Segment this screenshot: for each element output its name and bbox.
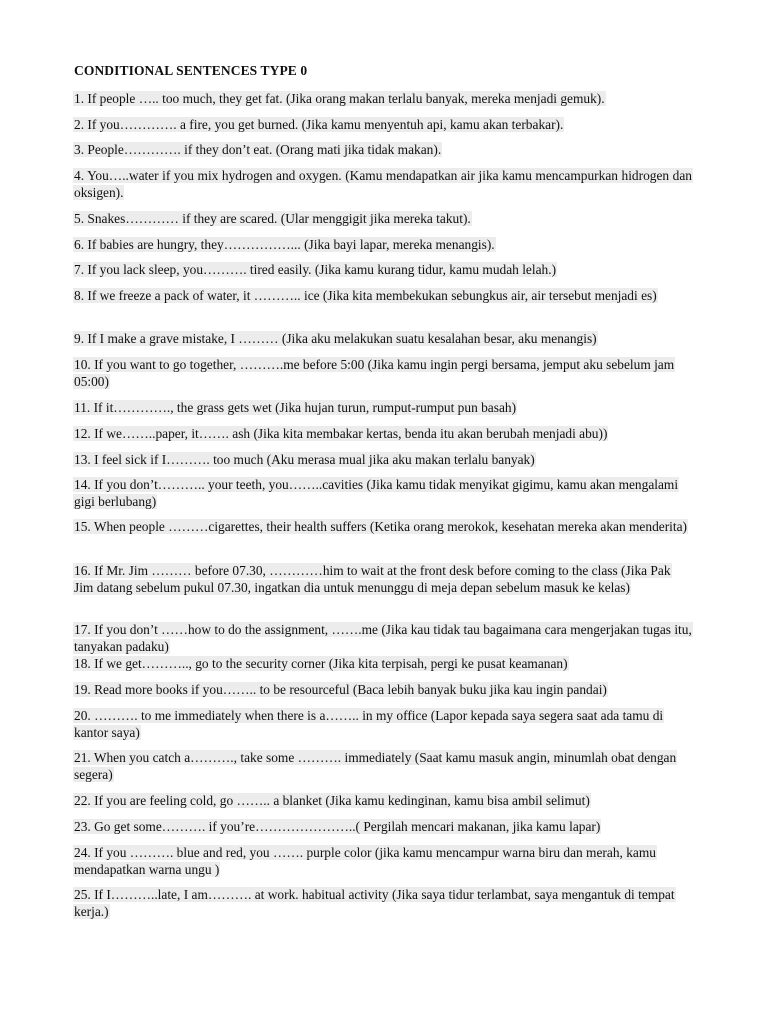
sentence-3 — [73, 141, 693, 158]
sentence-text: 14. If you don’t……….. your teeth, you……..cavities (Jika kamu tidak menyikat gigimu, kamu akan mengalami gigi berlubang) — [74, 477, 679, 509]
sentence-16 — [73, 562, 693, 596]
page-title: CONDITIONAL SENTENCES TYPE 0 — [74, 63, 308, 78]
sentence-22 — [73, 792, 693, 809]
sentence-4 — [73, 167, 693, 201]
sentence-text: 11. If it…………., the grass gets wet (Jika hujan turun, rumput-rumput pun basah) — [74, 400, 517, 415]
sentence-24 — [73, 844, 693, 878]
sentence-1 — [73, 90, 693, 107]
sentence-text: 8. If we freeze a pack of water, it ……….. ice (Jika kita membekukan sebungkus air, air tersebut menjadi es) — [74, 288, 657, 303]
sentence-12 — [73, 425, 693, 442]
sentence-text: 13. I feel sick if I………. too much (Aku merasa mual jika aku makan terlalu banyak) — [74, 452, 535, 467]
sentence-text: 15. When people ………cigarettes, their health suffers (Ketika orang merokok, kesehatan mereka akan menderita) — [74, 519, 688, 534]
sentence-text: 9. If I make a grave mistake, I ……… (Jika aku melakukan suatu kesalahan besar, aku menangis) — [74, 331, 597, 346]
sentence-text: 22. If you are feeling cold, go …….. a blanket (Jika kamu kedinginan, kamu bisa ambil selimut) — [74, 793, 590, 808]
sentence-text: 17. If you don’t ……how to do the assignment, …….me (Jika kau tidak tau bagaimana cara mengerjakan tugas itu, tanyakan padaku) — [74, 622, 692, 654]
sentence-text: 2. If you…………. a fire, you get burned. (Jika kamu menyentuh api, kamu akan terbakar). — [74, 117, 564, 132]
sentence-17 — [73, 621, 693, 655]
sentence-23 — [73, 818, 693, 835]
sentence-text: 6. If babies are hungry, they……………... (Jika bayi lapar, mereka menangis). — [74, 237, 495, 252]
sentence-text: 5. Snakes………… if they are scared. (Ular menggigit jika mereka takut). — [74, 211, 471, 226]
sentence-20 — [73, 707, 693, 741]
sentence-10 — [73, 356, 693, 390]
sentence-text: 18. If we get……….., go to the security corner (Jika kita terpisah, pergi ke pusat keamanan) — [74, 656, 568, 671]
sentence-text: 21. When you catch a………., take some ………. immediately (Saat kamu masuk angin, minumlah obat dengan segera) — [74, 750, 677, 782]
sentence-text: 24. If you ………. blue and red, you ……. purple color (jika kamu mencampur warna biru dan merah, kamu mendapatkan warna ungu ) — [74, 845, 656, 877]
sentence-text: 10. If you want to go together, ……….me before 5:00 (Jika kamu ingin pergi bersama, jemput aku sebelum jam 05:00) — [74, 357, 675, 389]
sentence-2 — [73, 116, 693, 133]
sentence-25 — [73, 886, 693, 920]
sentence-14 — [73, 476, 693, 510]
sentence-text: 1. If people ….. too much, they get fat. (Jika orang makan terlalu banyak, mereka menjadi gemuk). — [74, 91, 605, 106]
sentence-6 — [73, 236, 693, 253]
sentence-text: 23. Go get some………. if you’re…………………..( Pergilah mencari makanan, jika kamu lapar) — [74, 819, 601, 834]
sentence-19 — [73, 681, 693, 698]
sentence-15 — [73, 518, 693, 535]
sentence-text: 20. ………. to me immediately when there is a…….. in my office (Lapor kepada saya segera saat ada tamu di kantor saya) — [74, 708, 664, 740]
sentence-8 — [73, 287, 693, 304]
sentence-text: 25. If I………..late, I am………. at work. habitual activity (Jika saya tidur terlambat, saya mengantuk di tempat kerja.) — [74, 887, 675, 919]
sentence-21 — [73, 749, 693, 783]
sentence-text: 12. If we……..paper, it……. ash (Jika kita membakar kertas, benda itu akan berubah menjadi abu)) — [74, 426, 608, 441]
sentence-7 — [73, 261, 693, 278]
sentence-text: 7. If you lack sleep, you………. tired easily. (Jika kamu kurang tidur, kamu mudah lelah.) — [74, 262, 557, 277]
sentence-text: 19. Read more books if you…….. to be resourceful (Baca lebih banyak buku jika kau ingin pandai) — [74, 682, 607, 697]
sentence-18 — [73, 655, 693, 672]
sentence-9 — [73, 330, 693, 347]
sentence-text: 16. If Mr. Jim ……… before 07.30, …………him to wait at the front desk before coming to the class (Jika Pak Jim datang sebelum pukul 07.30, ingatkan dia untuk menunggu di meja depan sebelum masuk ke kelas) — [74, 563, 671, 595]
sentence-11 — [73, 399, 693, 416]
sentence-13 — [73, 451, 693, 468]
sentence-text: 3. People…………. if they don’t eat. (Orang mati jika tidak makan). — [74, 142, 442, 157]
sentence-text: 4. You…..water if you mix hydrogen and oxygen. (Kamu mendapatkan air jika kamu mencampurkan hidrogen dan oksigen). — [74, 168, 692, 200]
sentence-5 — [73, 210, 693, 227]
